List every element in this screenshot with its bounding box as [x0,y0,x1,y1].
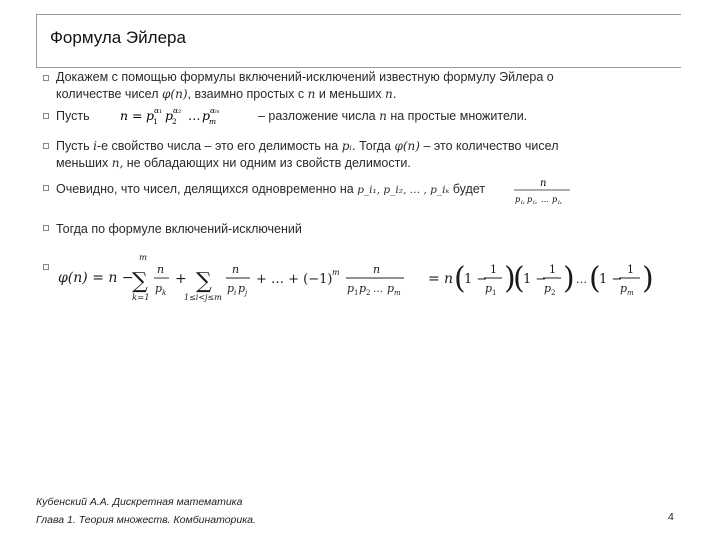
svg-text:1: 1 [549,263,556,276]
svg-text:α₁: α₁ [154,106,163,115]
bullet-marker [43,225,49,231]
bullet-marker [43,264,49,270]
svg-text:α₂: α₂ [173,106,182,115]
svg-text:(: ( [454,261,466,296]
svg-text:i₁: i₁ [521,200,525,206]
phi-symbol: φ(n) [394,139,420,153]
svg-text:p: p [552,195,558,204]
svg-text:1: 1 [490,263,497,276]
svg-text:p: p [202,108,211,123]
svg-text:n: n [540,178,547,189]
title-frame-bottom-border [36,67,681,68]
i-symbol: i [93,139,97,153]
svg-text:2: 2 [172,117,177,126]
paragraph-inclusion-exclusion: Тогда по формуле включений-исключений [56,222,302,236]
svg-text:…: … [576,273,587,286]
svg-text:iₖ: iₖ [558,200,562,206]
paragraph-property-line2 [56,155,411,172]
paragraph-divisible [56,181,485,199]
intro-text: , взаимно простых с [187,87,305,101]
svg-text:φ(n) = n −: φ(n) = n − [58,270,134,286]
svg-text:p: p [347,282,355,295]
divisible-text: будет [452,182,486,196]
svg-text:1≤i<j≤m: 1≤i<j≤m [184,293,222,302]
title-frame-left-border [36,14,37,68]
svg-text:m: m [627,289,634,297]
divisible-count-fraction [512,176,574,208]
svg-text:p: p [387,282,395,295]
svg-text:…: … [541,195,549,204]
svg-text:): ) [642,261,654,296]
n-symbol: n. [385,87,397,101]
prime-index-list: p_i₁, p_i₂, … , p_iₖ [357,184,450,196]
svg-text:1: 1 [153,117,158,126]
phi-symbol: φ(n) [162,87,188,101]
page-number: 4 [668,511,674,523]
svg-text:p: p [146,108,155,123]
n-symbol: n [379,109,387,123]
svg-text:p: p [527,195,533,204]
svg-text:1 −: 1 − [599,272,623,287]
svg-text:αₘ: αₘ [210,106,220,115]
svg-text:…: … [188,108,201,123]
euler-formula [56,248,656,310]
svg-text:p: p [155,282,163,295]
slide-title: Формула Эйлера [50,28,186,47]
svg-text:+ … + (−1): + … + (−1) [256,272,333,287]
svg-text:m: m [394,289,401,297]
svg-text:): ) [504,261,516,296]
intro-text: количестве чисел [56,87,159,101]
bullet-marker [43,185,49,191]
svg-text:n: n [157,263,165,276]
svg-text:2: 2 [366,289,371,297]
intro-text: и меньших [318,87,382,101]
svg-text:n: n [444,271,454,287]
svg-text:p: p [238,282,246,295]
svg-text:m: m [332,268,340,277]
let-description [258,108,527,125]
svg-text:…: … [373,284,383,295]
n-symbol: n [307,87,316,101]
svg-text:p: p [620,282,628,295]
svg-text:k: k [162,289,167,297]
svg-text:1: 1 [354,289,359,297]
svg-text:n: n [232,263,240,276]
svg-text:(: ( [513,261,525,296]
property-text: Тогда [359,139,391,153]
svg-text:i₂: i₂ [533,200,537,206]
svg-text:p: p [485,282,493,295]
divisible-text: Очевидно, что чисел, делящихся одновременно на [56,182,354,196]
svg-text:i: i [234,289,237,297]
svg-text:1 −: 1 − [464,272,488,287]
paragraph-property-line1 [56,138,559,155]
svg-text:p: p [165,108,174,123]
svg-text:=: = [428,271,440,287]
let-text: на простые множители. [390,109,528,123]
svg-text:∑: ∑ [132,269,148,294]
svg-text:m: m [209,117,217,126]
prime-factorization-formula [120,104,260,128]
svg-text:1: 1 [492,289,497,297]
let-label: Пусть [56,109,90,123]
svg-text:∑: ∑ [196,269,212,294]
bullet-marker [43,143,49,149]
svg-text:+: + [175,271,187,287]
n-symbol: n, [111,156,124,170]
svg-text:2: 2 [551,289,556,297]
let-text: – разложение числа [258,109,376,123]
pi-symbol: pᵢ. [341,139,356,153]
property-text: -е свойство числа – это его делимость на [96,139,339,153]
svg-text:m: m [139,253,148,263]
svg-text:1: 1 [627,263,634,276]
svg-text:p: p [359,282,367,295]
svg-text:n: n [120,108,129,123]
svg-text:n: n [373,263,381,276]
svg-text:(: ( [589,261,601,296]
svg-text:p: p [227,282,235,295]
svg-text:k=1: k=1 [132,293,150,303]
property-text: Пусть [56,139,90,153]
paragraph-intro-line2 [56,86,397,103]
title-frame-top-border [36,14,681,15]
property-text: меньших [56,156,109,170]
property-text: не обладающих ни одним из свойств делимости. [126,156,411,170]
svg-text:j: j [245,289,248,297]
svg-text:=: = [132,108,143,123]
paragraph-intro-line1: Докажем с помощью формулы включений-исключений известную формулу Эйлера о [56,70,554,84]
property-text: – это количество чисел [423,139,559,153]
svg-text:): ) [563,261,575,296]
bullet-marker [43,75,49,81]
footer-chapter: Глава 1. Теория множеств. Комбинаторика. [36,514,256,526]
svg-text:1 −: 1 − [523,272,547,287]
svg-text:p: p [515,195,521,204]
svg-text:p: p [544,282,552,295]
footer-author: Кубенский А.А. Дискретная математика [36,496,243,508]
bullet-marker [43,113,49,119]
